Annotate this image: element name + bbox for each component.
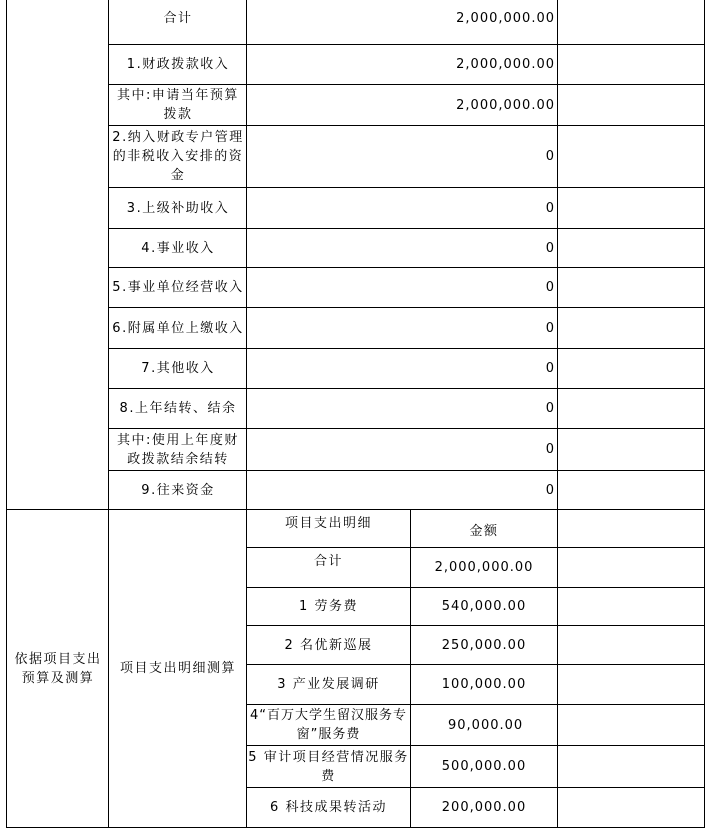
income-amount-carryover: 0	[545, 401, 555, 416]
income-amount-total: 2,000,000.00	[456, 10, 555, 26]
income-amount-affiliated: 0	[545, 320, 555, 336]
income-amount-transfer: 0	[545, 482, 555, 498]
income-label-operating: 5.事业单位经营收入	[112, 280, 244, 295]
detail-amount-total: 2,000,000.00	[434, 560, 534, 575]
detail-amount-labor: 540,000.00	[441, 599, 527, 614]
detail-item-total: 合计	[313, 554, 343, 569]
income-amount-subsidy: 0	[545, 200, 555, 216]
income-label-current-budget: 其中:申请当年预算拨款	[117, 88, 239, 122]
detail-item-exhibition: 2 名优新巡展	[284, 637, 373, 653]
income-amount-fiscal: 2,000,000.00	[456, 57, 555, 72]
detail-amount-research: 100,000.00	[441, 677, 527, 692]
border-left	[6, 0, 7, 828]
detail-amount-audit: 500,000.00	[441, 759, 527, 774]
income-label-total: 合计	[163, 10, 193, 26]
basis-left-label: 依据项目支出预算及测算	[14, 651, 102, 686]
income-amount-other: 0	[545, 361, 555, 376]
detail-item-service-window: 4“百万大学生留汉服务专窗”服务费	[249, 708, 407, 742]
detail-amount-tech-transfer: 200,000.00	[441, 800, 527, 815]
income-amount-operating: 0	[545, 280, 555, 295]
basis-mid-label: 项目支出明细测算	[119, 661, 236, 676]
income-label-business: 4.事业收入	[141, 240, 215, 256]
divider-col3	[557, 0, 558, 509]
detail-item-research: 3 产业发展调研	[277, 677, 380, 692]
detail-header-amount: 金额	[469, 524, 499, 539]
income-amount-non-tax: 0	[545, 149, 555, 164]
income-label-subsidy: 3.上级补助收入	[126, 200, 230, 216]
income-label-affiliated: 6.附属单位上缴收入	[112, 320, 244, 336]
detail-amount-service-window: 90,000.00	[448, 717, 524, 733]
divider-col-amount	[557, 509, 558, 828]
income-amount-business: 0	[545, 240, 555, 256]
income-label-other: 7.其他收入	[141, 361, 215, 376]
income-label-fiscal: 1.财政拨款收入	[126, 57, 230, 72]
income-amount-current-budget: 2,000,000.00	[456, 97, 555, 113]
income-label-non-tax: 2.纳入财政专户管理的非税收入安排的资金	[112, 130, 244, 183]
income-label-prior-year: 其中:使用上年度财政拨款结余结转	[117, 432, 239, 467]
detail-amount-exhibition: 250,000.00	[441, 637, 527, 653]
income-amount-prior-year: 0	[545, 442, 555, 457]
income-label-carryover: 8.上年结转、结余	[119, 401, 237, 416]
income-label-transfer: 9.往来资金	[141, 482, 215, 498]
detail-item-audit: 5 审计项目经营情况服务费	[248, 749, 409, 784]
detail-item-labor: 1 劳务费	[299, 599, 358, 614]
detail-item-tech-transfer: 6 科技成果转活动	[270, 800, 387, 815]
detail-header-item: 项目支出明细	[284, 516, 372, 531]
